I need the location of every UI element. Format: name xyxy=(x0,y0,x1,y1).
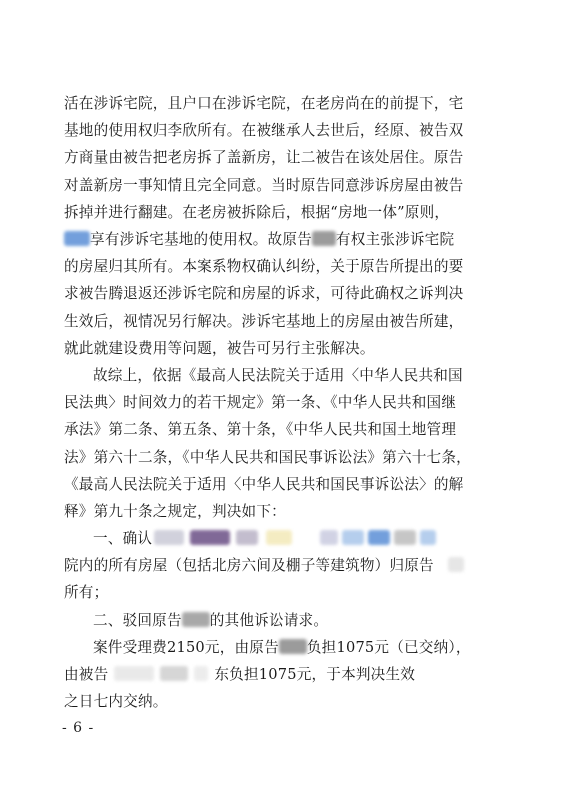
text-line: 活在涉诉宅院，且户口在涉诉宅院，在老房尚在的前提下，宅 xyxy=(64,95,464,112)
text-line: 求被告腾退返还涉诉宅院和房屋的诉求，可待此确权之诉判决 xyxy=(64,285,464,303)
redaction-mark xyxy=(342,530,364,545)
text-fragment: 一、确认 xyxy=(93,530,153,547)
text-fragment: 由被告 xyxy=(64,665,109,683)
redaction-mark xyxy=(368,530,390,545)
redaction-mark xyxy=(64,231,90,246)
redaction-mark xyxy=(194,666,208,681)
text-line: 基地的使用权归李欣所有。在被继承人去世后，经原、被告双 xyxy=(64,122,464,140)
text-line: 承法》第二条、第五条、第十条，《中华人民共和国土地管理 xyxy=(64,421,457,439)
text-line-with-redaction xyxy=(64,552,504,579)
redaction-mark xyxy=(266,530,292,545)
text-line: 法》第六十二条，《中华人民共和国民事诉讼法》第六十七条， xyxy=(64,448,471,466)
paragraph-legal-basis xyxy=(64,362,504,525)
text-line: 生效后，视情况另行解决。涉诉宅基地上的房屋由被告所建， xyxy=(64,312,464,330)
redaction-mark xyxy=(448,557,464,572)
redaction-mark xyxy=(190,530,230,545)
page-number: - 6 - xyxy=(62,720,95,736)
text-line: 对盖新房一事知情且完全同意。当时原告同意涉诉房屋由被告 xyxy=(64,176,464,194)
fee-line-1 xyxy=(64,634,504,661)
text-line-with-redaction xyxy=(64,226,504,253)
text-line: 故综上，依据《最高人民法院关于适用〈中华人民共和国 xyxy=(93,367,463,384)
redaction-mark xyxy=(279,639,307,654)
judgment-item-1 xyxy=(64,525,504,552)
text-fragment: 东负担1075元，于本判决生效 xyxy=(214,665,416,683)
text-fragment: 二、驳回原告 xyxy=(93,611,182,629)
judgment-item-2 xyxy=(64,607,504,634)
redaction-mark xyxy=(420,530,436,545)
text-line: 之日七内交纳。 xyxy=(64,693,168,711)
text-line: 民法典〉时间效力的若干规定》第一条、《中华人民共和国继 xyxy=(64,394,457,412)
redaction-mark xyxy=(394,530,416,545)
redaction-mark xyxy=(160,666,188,681)
text-fragment: 的其他诉讼请求。 xyxy=(209,611,329,629)
redaction-mark xyxy=(312,231,336,246)
text-fragment: 有权主张涉诉宅院 xyxy=(335,230,455,248)
paragraph-reasoning xyxy=(64,90,504,362)
judgment-section xyxy=(64,525,504,715)
fee-line-2 xyxy=(64,661,504,688)
redaction-mark xyxy=(182,612,210,627)
redaction-mark xyxy=(236,530,258,545)
text-line: 方商量由被告把老房拆了盖新房，让二被告在该处居住。原告 xyxy=(64,149,464,167)
text-fragment: 负担1075元（已交纳）， xyxy=(306,638,471,656)
text-fragment: 案件受理费2150元，由原告 xyxy=(93,638,279,656)
text-line: 的房屋归其所有。本案系物权确认纠纷，关于原告所提出的要 xyxy=(64,258,464,276)
text-line: 就此就建设费用等问题，被告可另行主张解决。 xyxy=(64,339,375,357)
text-line: 释》第九十条之规定，判决如下： xyxy=(64,502,286,520)
redaction-mark xyxy=(320,530,338,545)
text-line: 拆掉并进行翻建。在老房被拆除后，根据“房地一体”原则， xyxy=(64,203,450,221)
redaction-mark xyxy=(114,666,154,681)
text-fragment: 享有涉诉宅基地的使用权。故原告 xyxy=(90,230,312,248)
text-line: 《最高人民法院关于适用〈中华人民共和国民事诉讼法〉的解 xyxy=(64,475,464,493)
text-fragment: 院内的所有房屋（包括北房六间及棚子等建筑物）归原告 xyxy=(64,557,434,575)
text-line: 所有； xyxy=(64,584,109,602)
redaction-mark xyxy=(154,530,184,545)
